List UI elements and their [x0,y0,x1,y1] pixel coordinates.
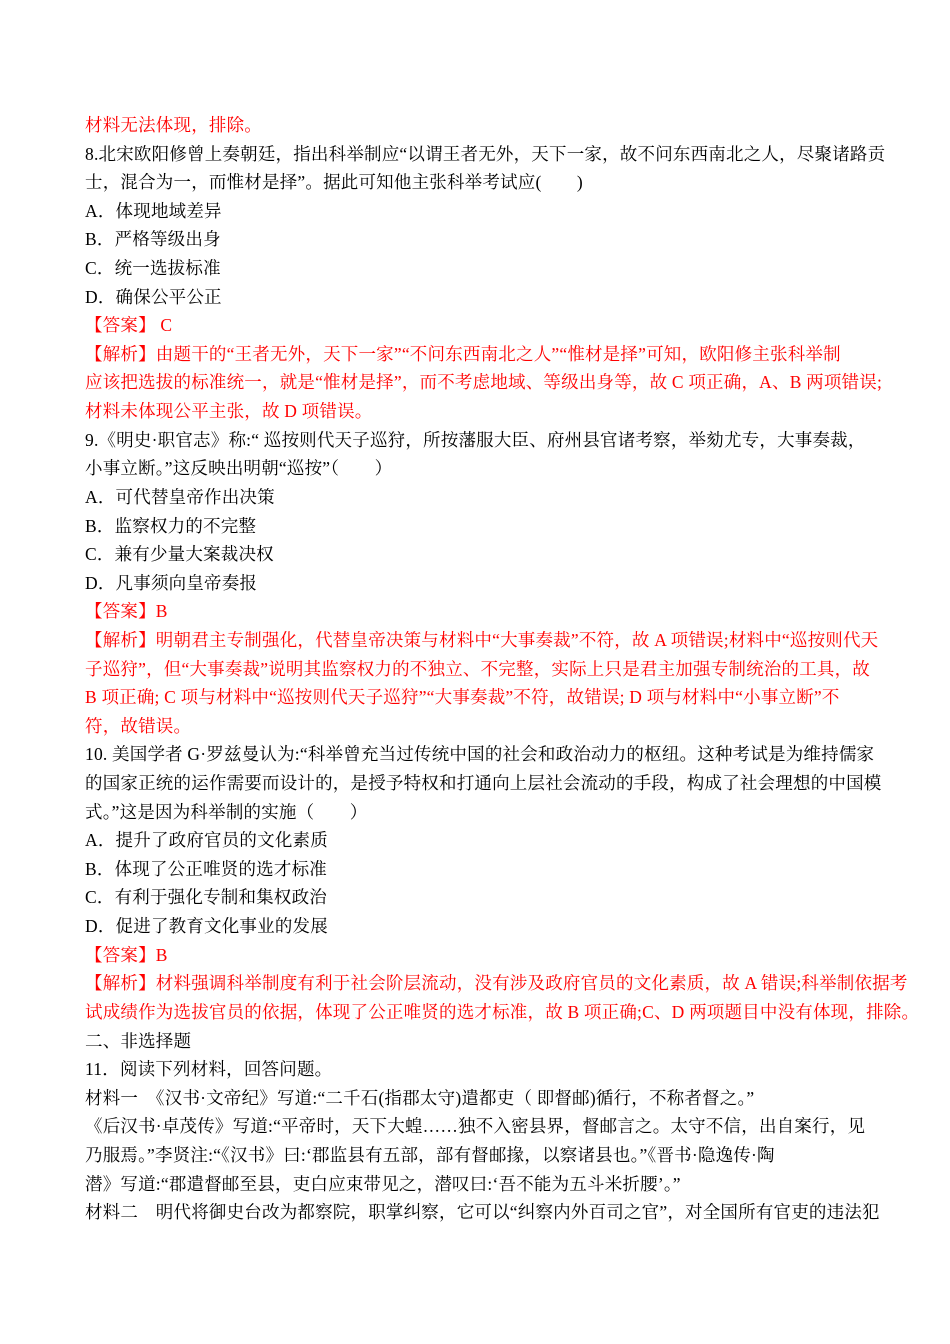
text-line: 士，混合为一，而惟材是择”。据此可知他主张科举考试应( ) [85,172,583,193]
text-line: C．兼有少量大案裁决权 [85,544,274,565]
text-line: 潜》写道:“郡遣督邮至县，吏白应束带见之，潜叹曰:‘吾不能为五斗米折腰’。” [85,1173,681,1194]
text-line: 乃服焉。”李贤注:“《汉书》曰:‘郡监县有五部，部有督邮掾，以察诸县也。”《晋书·隐逸传·陶 [85,1144,775,1165]
text-line: 11．阅读下列材料，回答问题。 [85,1059,333,1080]
text-line: 材料二 明代将御史台改为都察院，职掌纠察，它可以“纠察内外百司之官”，对全国所有官吏的违法犯 [85,1202,880,1223]
text-line: 【解析】由题干的“王者无外，天下一家”“不问东西南北之人”“惟材是择”可知，欧阳修主张科举制 [85,343,841,364]
text-line: 的国家正统的运作需要而设计的，是授予特权和打通向上层社会流动的手段，构成了社会理想的中国模 [85,773,882,794]
text-line: D．凡事须向皇帝奏报 [85,572,258,593]
text-line: B．监察权力的不完整 [85,515,257,536]
text-line: 应该把选拔的标准统一，就是“惟材是择”，而不考虑地域、等级出身等，故 C 项正确，A、B 两项错误; [85,372,883,393]
text-line: 符，故错误。 [85,715,192,736]
text-line: A．可代替皇帝作出决策 [85,486,275,507]
text-line: 材料未体现公平主张，故 D 项错误。 [85,401,373,422]
document-text [85,111,920,1227]
text-line: 子巡狩”，但“大事奏裁”说明其监察权力的不独立、不完整，实际上只是君主加强专制统治的工具，故 [85,658,870,679]
text-line: B．体现了公正唯贤的选才标准 [85,858,327,879]
text-line: 9.《明史·职官志》称:“ 巡按则代天子巡狩，所按藩服大臣、府州县官诸考察，举劾尤专，大事奏裁， [85,429,866,450]
text-line: 8.北宋欧阳修曾上奏朝廷，指出科举制应“以谓王者无外，天下一家，故不问东西南北之人，尽聚诸路贡 [85,143,886,164]
text-line: C．有利于强化专制和集权政治 [85,887,327,908]
text-line: 【答案】 C [85,315,173,336]
text-line: A．体现地域差异 [85,200,222,221]
text-line: 【答案】B [85,601,168,622]
text-line: 【答案】B [85,944,168,965]
text-line: 材料一 《汉书·文帝纪》写道:“二千石(指郡太守)遣都吏（ 即督邮)循行，不称者督之。” [85,1087,755,1108]
text-line: 材料无法体现，排除。 [85,115,262,135]
text-line: D．促进了教育文化事业的发展 [85,916,328,937]
text-line: 试成绩作为选拔官员的依据，体现了公正唯贤的选才标准，故 B 项正确;C、D 两项题目中没有体现，排除。 [85,1001,920,1022]
text-line: 式。”这是因为科举制的实施（ ） [85,801,368,822]
text-line: 10. 美国学者 G·罗兹曼认为:“科举曾充当过传统中国的社会和政治动力的枢纽。这种考试是为维持儒家 [85,744,875,765]
text-line: B．严格等级出身 [85,229,221,250]
text-line: 【解析】材料强调科举制度有利于社会阶层流动，没有涉及政府官员的文化素质，故 A 错误;科举制依据考 [85,973,908,994]
text-line: C．统一选拔标准 [85,258,221,279]
text-line: A．提升了政府官员的文化素质 [85,830,328,851]
text-line: 二、非选择题 [85,1030,192,1051]
text-line: 【解析】明朝君主专制强化，代替皇帝决策与材料中“大事奏裁”不符，故 A 项错误;材料中“巡按则代天 [85,629,879,650]
text-line: B 项正确; C 项与材料中“巡按则代天子巡狩”“大事奏裁”不符，故错误; D 项与材料中“小事立断”不 [85,687,840,708]
text-line: 《后汉书·卓茂传》写道:“平帝时，天下大蝗……独不入密县界，督邮言之。太守不信，出自案行，见 [85,1116,866,1137]
text-line: 小事立断。”这反映出明朝“巡按”（ ） [85,458,393,479]
text-line: D．确保公平公正 [85,286,222,307]
